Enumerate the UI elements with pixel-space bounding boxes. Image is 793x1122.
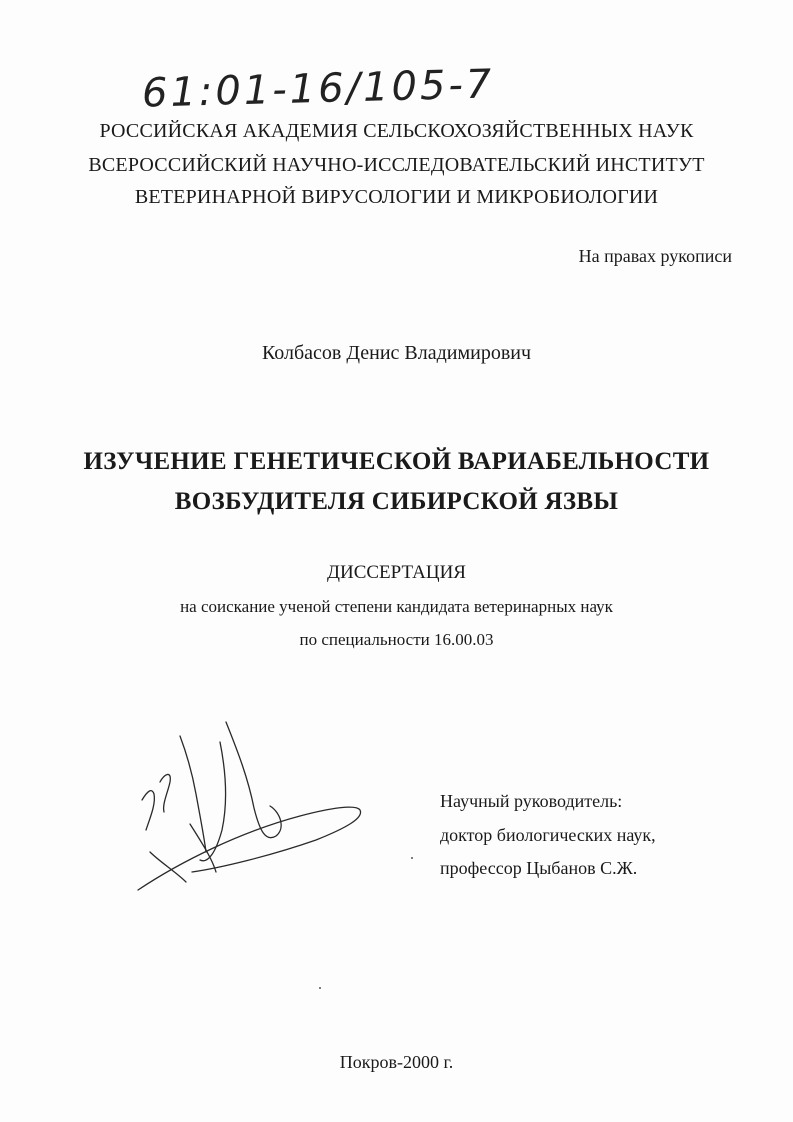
academy-name: РОССИЙСКАЯ АКАДЕМИЯ СЕЛЬСКОХОЗЯЙСТВЕННЫХ НАУК (99, 120, 694, 142)
manuscript-rights-note: На правах рукописи (578, 246, 732, 266)
supervisor-degree: доктор биологических наук, (440, 825, 656, 845)
institute-name-continued: ВЕТЕРИНАРНОЙ ВИРУСОЛОГИИ И МИКРОБИОЛОГИИ (134, 186, 659, 208)
degree-line: на соискание ученой степени кандидата ветеринарных наук (180, 597, 613, 616)
scan-speck (411, 857, 413, 859)
scan-speck (319, 987, 321, 989)
handwritten-archive-code: 61:01-16/105-7 (141, 61, 495, 117)
thesis-title-line-2: ВОЗБУДИТЕЛЯ СИБИРСКОЙ ЯЗВЫ (174, 488, 619, 515)
author-name: Колбасов Денис Владимирович (261, 342, 532, 364)
specialty-line: по специальности 16.00.03 (299, 630, 494, 649)
thesis-title-line-1: ИЗУЧЕНИЕ ГЕНЕТИЧЕСКОЙ ВАРИАБЕЛЬНОСТИ (83, 448, 710, 475)
institute-name: ВСЕРОССИЙСКИЙ НАУЧНО-ИССЛЕДОВАТЕЛЬСКИЙ ИНСТИТУТ (88, 154, 705, 176)
place-and-year: Покров-2000 г. (339, 1052, 454, 1072)
supervisor-name: профессор Цыбанов С.Ж. (440, 858, 638, 878)
handwritten-signature (120, 712, 370, 902)
supervisor-label: Научный руководитель: (440, 791, 623, 811)
document-type: ДИССЕРТАЦИЯ (327, 562, 466, 583)
